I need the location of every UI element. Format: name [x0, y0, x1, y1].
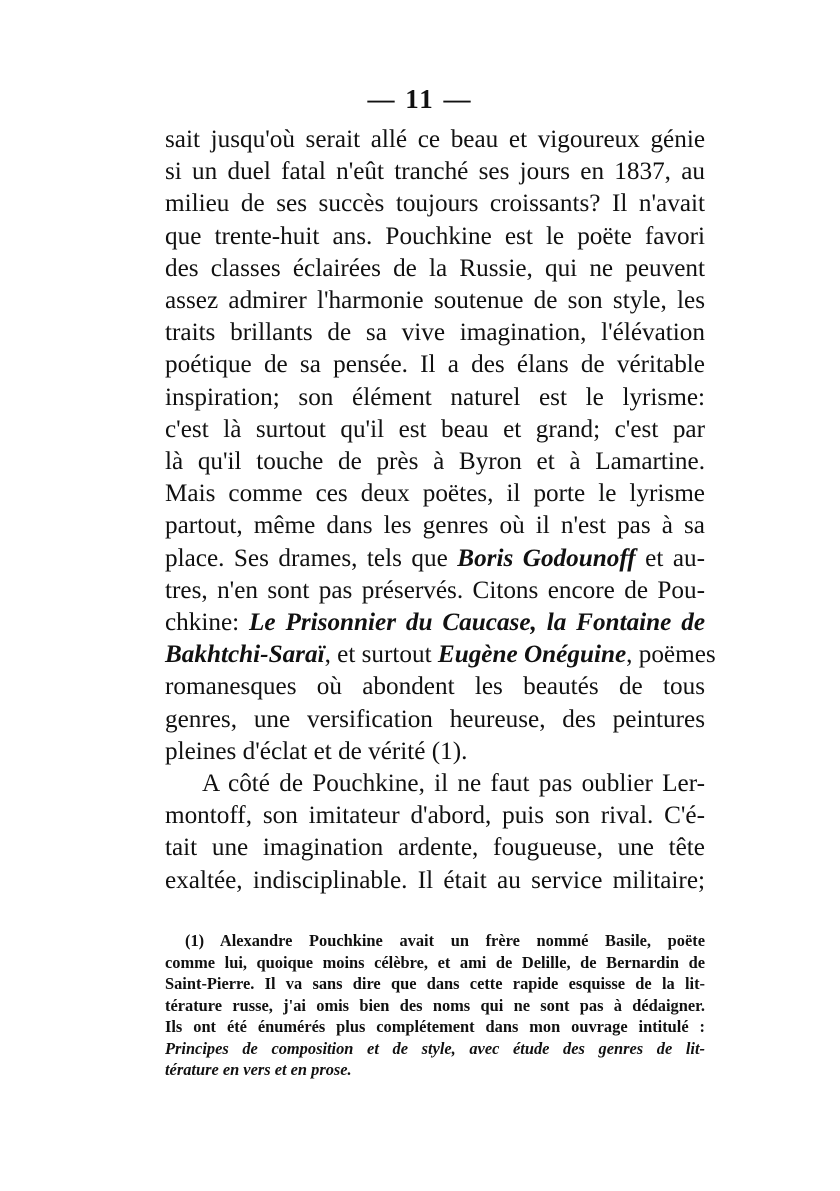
text-run: tres, n'en sont pas préservés. Citons encore de Pou- — [165, 576, 705, 604]
italic-title: Boris Godounoff — [457, 544, 636, 572]
italic-title: térature en vers et en prose. — [165, 1060, 352, 1079]
text-line — [165, 639, 716, 671]
text-line — [165, 446, 705, 478]
text-run: chkine: — [165, 609, 250, 637]
text-run: et au- — [635, 544, 705, 572]
text-run: milieu de ses succès toujours croissants? Il n'avait — [165, 190, 705, 218]
footnote-line — [165, 973, 705, 995]
italic-title: Principes de composition et de style, avec étude des genres de lit- — [165, 1038, 705, 1058]
text-line — [165, 736, 705, 768]
text-line — [165, 253, 705, 285]
text-run: romanesques où abondent les beautés de tous — [165, 673, 705, 701]
text-line — [165, 478, 705, 510]
text-run: Saint-Pierre. Il va sans dire que dans cette rapide esquisse de la lit- — [165, 974, 705, 993]
text-line — [165, 382, 705, 414]
text-run: que trente-huit ans. Pouchkine est le poëte favori — [165, 222, 705, 250]
text-run: Mais comme ces deux poëtes, il porte le lyrisme — [165, 480, 705, 508]
text-run: , poëmes — [626, 641, 716, 669]
text-run: inspiration; son élément naturel est le lyrisme: — [165, 383, 705, 411]
text-line — [165, 704, 705, 736]
text-run: tait une imagination ardente, fougueuse, une tête — [165, 834, 705, 862]
text-line — [165, 124, 705, 156]
text-line — [165, 349, 705, 381]
text-line — [165, 575, 705, 607]
footnote-line — [165, 1038, 705, 1060]
text-line — [165, 671, 705, 703]
text-run: traits brillants de sa vive imagination, l'élévation — [165, 319, 705, 347]
page-number: — 11 — — [367, 84, 473, 114]
text-line — [165, 865, 705, 897]
text-line — [165, 221, 705, 253]
text-run: là qu'il touche de près à Byron et à Lamartine. — [165, 448, 705, 476]
footnote-line — [165, 995, 705, 1017]
main-text — [165, 124, 716, 897]
text-run: comme lui, quoique moins célèbre, et ami de Delille, de Bernardin de — [165, 952, 705, 972]
italic-title: Le Prisonnier du Caucase, la Fontaine de — [249, 609, 705, 637]
text-run: assez admirer l'harmonie soutenue de son style, les — [165, 287, 705, 315]
text-line — [165, 414, 705, 446]
text-run: montoff, son imitateur d'abord, puis son rival. C'é- — [165, 802, 705, 830]
italic-title: Eugène Onéguine — [437, 641, 627, 669]
text-line — [165, 156, 705, 188]
italic-title: Bakhtchi-Saraï — [165, 641, 325, 669]
footnote-line — [165, 952, 705, 974]
footnote-line — [165, 930, 705, 952]
text-run: partout, même dans les genres où il n'est pas à sa — [165, 512, 705, 540]
footnotes — [165, 930, 705, 1081]
text-run: A côté de Pouchkine, il ne faut pas oublier Ler- — [202, 770, 705, 798]
text-line — [165, 800, 705, 832]
text-run: térature russe, j'ai omis bien des noms qui ne sont pas à dédaigner. — [165, 995, 705, 1015]
text-run: , et surtout — [324, 641, 438, 669]
text-run: Ils ont été énumérés plus complétement dans mon ouvrage intitulé : — [165, 1017, 705, 1036]
footnote-line — [165, 1016, 705, 1038]
text-run: pleines d'éclat et de vérité (1). — [165, 737, 468, 765]
footnote-line — [165, 1059, 705, 1081]
text-run: place. Ses drames, tels que — [165, 544, 458, 572]
text-run: sait jusqu'où serait allé ce beau et vigoureux génie — [165, 126, 705, 153]
text-line — [165, 285, 705, 317]
text-line — [165, 832, 705, 864]
text-run: c'est là surtout qu'il est beau et grand; c'est par — [165, 415, 705, 443]
text-line — [165, 768, 705, 800]
text-run: si un duel fatal n'eût tranché ses jours en 1837, au — [165, 158, 705, 186]
text-line — [165, 510, 705, 542]
text-run: des classes éclairées de la Russie, qui ne peuvent — [165, 254, 705, 282]
text-line — [165, 543, 705, 575]
text-run: poétique de sa pensée. Il a des élans de véritable — [165, 351, 705, 379]
text-line — [165, 607, 705, 639]
text-line — [165, 317, 705, 349]
text-run: (1) Alexandre Pouchkine avait un frère nommé Basile, poëte — [185, 931, 705, 950]
text-line — [165, 188, 705, 220]
text-run: exaltée, indisciplinable. Il était au service militaire; — [165, 866, 705, 894]
text-run: genres, une versification heureuse, des peintures — [165, 705, 705, 733]
